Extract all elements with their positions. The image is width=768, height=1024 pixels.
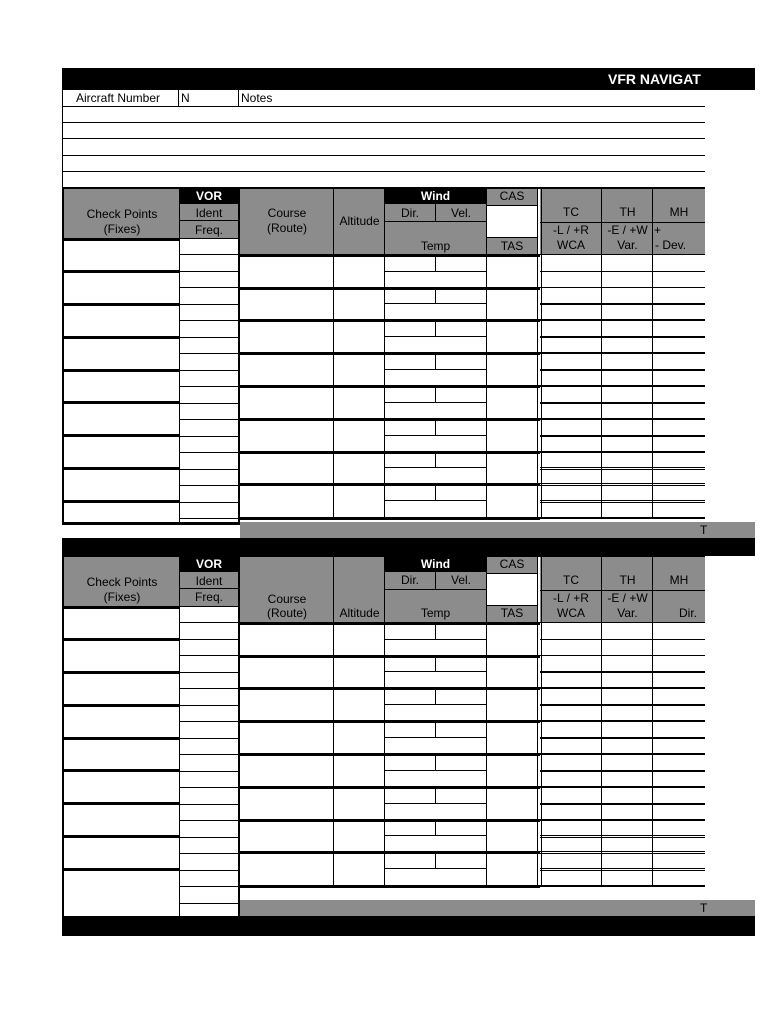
wind-subrow-line bbox=[385, 402, 486, 403]
leg-divider bbox=[240, 451, 540, 454]
heading-row-line bbox=[540, 721, 705, 722]
route-header: (Route) bbox=[266, 606, 307, 620]
nav-log-section-1 bbox=[62, 188, 755, 538]
heading-row-line bbox=[540, 304, 705, 305]
wind-subrow-line bbox=[385, 500, 486, 501]
heading-row-line bbox=[540, 370, 705, 371]
vor-divider bbox=[180, 886, 238, 887]
vor-divider bbox=[180, 287, 238, 288]
vor-divider bbox=[180, 320, 238, 321]
tas-header: TAS bbox=[500, 239, 524, 253]
wind-split bbox=[435, 287, 436, 303]
wind-split bbox=[435, 720, 436, 737]
wind-subrow-line bbox=[385, 639, 486, 640]
leg-divider bbox=[240, 385, 540, 388]
leg-divider bbox=[240, 885, 540, 888]
checkpoint-field[interactable] bbox=[66, 805, 178, 835]
column-divider bbox=[384, 188, 385, 517]
column-divider bbox=[62, 188, 64, 525]
heading-row-line bbox=[540, 870, 705, 871]
column-divider bbox=[541, 188, 542, 517]
cas-input[interactable] bbox=[487, 574, 537, 605]
column-divider bbox=[652, 556, 653, 885]
vor-divider bbox=[180, 271, 238, 272]
check-points-header: Check Points bbox=[86, 575, 158, 589]
wind-subrow-line bbox=[385, 336, 486, 337]
dev-header: - Dev. bbox=[655, 238, 687, 252]
vor-divider bbox=[180, 304, 238, 305]
checkpoint-field[interactable] bbox=[66, 372, 178, 401]
ident-header: Ident bbox=[195, 206, 223, 220]
notes-line[interactable] bbox=[62, 106, 705, 107]
notes-label: Notes bbox=[241, 91, 273, 105]
heading-row-line bbox=[540, 787, 705, 788]
var-header: Var. bbox=[617, 238, 638, 252]
wind-split bbox=[435, 851, 436, 868]
lr-header: -L / +R bbox=[553, 591, 589, 605]
checkpoint-field[interactable] bbox=[66, 740, 178, 769]
heading-row-line bbox=[540, 754, 705, 755]
wind-subrow-line bbox=[385, 803, 486, 804]
notes-line[interactable] bbox=[62, 171, 705, 172]
heading-row-line bbox=[540, 452, 705, 453]
heading-row-line bbox=[540, 337, 705, 338]
vor-divider bbox=[180, 754, 238, 755]
leg-divider bbox=[540, 483, 705, 484]
wind-dir-header: Dir. bbox=[401, 206, 419, 220]
vor-divider bbox=[180, 622, 238, 623]
totals-row bbox=[240, 900, 755, 916]
info-block bbox=[62, 90, 705, 188]
column-divider bbox=[652, 188, 653, 517]
body-bottom-line bbox=[62, 522, 240, 525]
heading-row-line bbox=[540, 820, 705, 821]
mh-header: MH bbox=[669, 573, 689, 587]
check-points-header: Check Points bbox=[86, 207, 158, 221]
wind-split bbox=[435, 786, 436, 803]
heading-row-line bbox=[540, 254, 705, 255]
checkpoint-field[interactable] bbox=[66, 772, 178, 802]
temp-header: Temp bbox=[420, 239, 451, 253]
wind-subrow-line bbox=[385, 435, 486, 436]
wind-subrow-line bbox=[385, 467, 486, 468]
aircraft-number-label: Aircraft Number bbox=[76, 91, 161, 105]
dev-header: Dir. bbox=[679, 606, 697, 620]
heading-row-line bbox=[540, 705, 705, 706]
checkpoint-field[interactable] bbox=[66, 470, 178, 500]
heading-row-line bbox=[540, 804, 705, 805]
checkpoint-field[interactable] bbox=[66, 674, 178, 704]
leg-divider bbox=[240, 753, 540, 756]
leg-divider bbox=[240, 287, 540, 290]
column-divider bbox=[238, 188, 240, 522]
column-divider bbox=[333, 556, 334, 885]
tas-header: TAS bbox=[500, 606, 524, 620]
th-header: TH bbox=[619, 205, 636, 219]
route-header: (Route) bbox=[266, 221, 307, 235]
wind-subrow-line bbox=[385, 369, 486, 370]
vor-divider bbox=[180, 738, 238, 739]
vor-divider bbox=[180, 672, 238, 673]
totals-row bbox=[240, 522, 755, 538]
wind-split bbox=[435, 753, 436, 770]
vor-divider bbox=[180, 853, 238, 854]
altitude-header: Altitude bbox=[339, 214, 380, 228]
wind-split bbox=[435, 819, 436, 835]
plus-header: + bbox=[654, 223, 662, 237]
heading-row-line bbox=[540, 853, 705, 854]
wind-split bbox=[435, 385, 436, 402]
wind-subrow-line bbox=[385, 770, 486, 771]
vor-divider bbox=[180, 639, 238, 640]
leg-divider bbox=[240, 319, 540, 322]
notes-line[interactable] bbox=[62, 122, 705, 123]
totals-mark: T bbox=[700, 523, 708, 537]
checkpoint-field[interactable] bbox=[66, 641, 178, 671]
heading-row-line bbox=[540, 485, 705, 486]
column-divider bbox=[601, 188, 602, 517]
mh-header: MH bbox=[669, 205, 689, 219]
column-divider bbox=[333, 188, 334, 517]
vor-header: VOR bbox=[180, 556, 238, 572]
wind-split bbox=[435, 687, 436, 704]
wind-subrow-line bbox=[385, 671, 486, 672]
checkpoint-field[interactable] bbox=[66, 838, 178, 868]
vor-divider bbox=[180, 485, 238, 486]
wind-split bbox=[435, 451, 436, 467]
vor-divider bbox=[180, 903, 238, 904]
vor-divider bbox=[180, 502, 238, 503]
vor-divider bbox=[180, 254, 238, 255]
heading-row-line bbox=[540, 837, 705, 838]
vor-divider bbox=[180, 837, 238, 838]
ew-header: -E / +W bbox=[607, 591, 648, 605]
heading-subrow-line bbox=[540, 868, 705, 869]
vor-divider bbox=[180, 688, 238, 689]
heading-row-line bbox=[540, 518, 705, 519]
leg-divider bbox=[240, 352, 540, 355]
heading-row-line bbox=[540, 419, 705, 420]
leg-divider bbox=[240, 655, 540, 658]
wind-vel-header: Vel. bbox=[450, 573, 471, 587]
fixes-header: (Fixes) bbox=[103, 590, 141, 604]
course-header: Course bbox=[267, 592, 307, 606]
heading-row-line bbox=[540, 386, 705, 387]
column-divider bbox=[601, 556, 602, 885]
notes-line[interactable] bbox=[62, 155, 705, 156]
wind-subrow-line bbox=[385, 271, 486, 272]
wind-subrow-line bbox=[385, 835, 486, 836]
column-divider bbox=[62, 556, 64, 919]
wind-split bbox=[435, 254, 436, 271]
lr-header: -L / +R bbox=[553, 223, 589, 237]
nav-log-section-2 bbox=[62, 556, 755, 916]
checkpoint-field[interactable] bbox=[66, 437, 178, 467]
section-divider bbox=[62, 538, 755, 556]
wind-subrow-line bbox=[385, 704, 486, 705]
freq-header: Freq. bbox=[194, 590, 223, 604]
vor-divider bbox=[180, 353, 238, 354]
wca-header: WCA bbox=[557, 606, 585, 620]
column-divider bbox=[537, 188, 538, 517]
heading-row-line bbox=[540, 436, 705, 437]
vor-divider bbox=[180, 820, 238, 821]
heading-subrow-line bbox=[540, 467, 705, 468]
cas-header: CAS bbox=[499, 189, 525, 203]
vor-divider bbox=[180, 655, 238, 656]
heading-subrow-line bbox=[540, 500, 705, 501]
checkpoint-field[interactable] bbox=[66, 871, 178, 916]
temp-header: Temp bbox=[420, 606, 451, 620]
checkpoint-field[interactable] bbox=[66, 707, 178, 737]
th-header: TH bbox=[619, 573, 636, 587]
checkpoint-field[interactable] bbox=[66, 306, 178, 336]
vor-divider bbox=[180, 452, 238, 453]
leg-divider bbox=[240, 720, 540, 723]
heading-row-line bbox=[540, 353, 705, 354]
vor-divider bbox=[180, 721, 238, 722]
bottom-bar bbox=[62, 916, 755, 936]
vor-header: VOR bbox=[180, 188, 238, 204]
fixes-header: (Fixes) bbox=[103, 222, 141, 236]
column-divider bbox=[384, 556, 385, 885]
ew-header: -E / +W bbox=[607, 223, 648, 237]
vor-divider bbox=[180, 419, 238, 420]
wind-split bbox=[435, 655, 436, 671]
column-divider bbox=[238, 556, 240, 916]
heading-row-line bbox=[540, 469, 705, 470]
cas-header: CAS bbox=[499, 557, 525, 571]
vor-divider bbox=[180, 870, 238, 871]
column-divider bbox=[541, 556, 542, 885]
vor-divider bbox=[180, 518, 238, 519]
wind-dir-header: Dir. bbox=[401, 573, 419, 587]
course-header: Course bbox=[267, 206, 307, 220]
totals-mark: T bbox=[700, 901, 708, 915]
leg-divider bbox=[240, 517, 540, 520]
wind-split bbox=[435, 418, 436, 435]
heading-row-line bbox=[540, 287, 705, 288]
leg-divider bbox=[240, 622, 540, 625]
vor-divider bbox=[180, 386, 238, 387]
leg-divider bbox=[240, 418, 540, 421]
heading-row-line bbox=[540, 655, 705, 656]
vor-divider bbox=[180, 787, 238, 788]
heading-row-line bbox=[540, 271, 705, 272]
checkpoint-field[interactable] bbox=[66, 609, 178, 638]
checkpoint-field[interactable] bbox=[66, 241, 178, 270]
cas-input[interactable] bbox=[487, 206, 537, 237]
checkpoint-field[interactable] bbox=[66, 503, 178, 522]
heading-row-line bbox=[540, 672, 705, 673]
vor-divider bbox=[180, 705, 238, 706]
leg-divider bbox=[240, 786, 540, 789]
var-header: Var. bbox=[617, 606, 638, 620]
leg-divider bbox=[240, 851, 540, 854]
tc-header: TC bbox=[563, 205, 579, 219]
checkpoint-field[interactable] bbox=[66, 273, 178, 303]
wind-split bbox=[435, 483, 436, 500]
altitude-header: Altitude bbox=[339, 606, 380, 620]
wca-header: WCA bbox=[557, 238, 585, 252]
wind-subrow-line bbox=[385, 868, 486, 869]
leg-divider bbox=[240, 819, 540, 822]
heading-subrow-line bbox=[540, 835, 705, 836]
heading-row-line bbox=[540, 622, 705, 623]
checkpoint-field[interactable] bbox=[66, 339, 178, 369]
wind-header: Wind bbox=[385, 188, 486, 204]
column-divider bbox=[486, 188, 487, 517]
vor-divider bbox=[180, 403, 238, 404]
wind-subrow-line bbox=[385, 303, 486, 304]
checkpoint-field[interactable] bbox=[66, 404, 178, 434]
vor-divider bbox=[180, 337, 238, 338]
heading-row-line bbox=[540, 771, 705, 772]
wind-split bbox=[435, 622, 436, 639]
heading-row-line bbox=[540, 886, 705, 887]
wind-header: Wind bbox=[385, 556, 486, 572]
wind-split bbox=[435, 352, 436, 369]
aircraft-n-field[interactable]: N bbox=[181, 91, 190, 105]
heading-row-line bbox=[540, 502, 705, 503]
tc-header: TC bbox=[563, 573, 579, 587]
leg-divider bbox=[240, 687, 540, 690]
wind-split bbox=[435, 319, 436, 336]
vor-divider bbox=[180, 370, 238, 371]
notes-line[interactable] bbox=[62, 138, 705, 139]
leg-divider bbox=[240, 483, 540, 486]
heading-row-line bbox=[540, 320, 705, 321]
column-divider bbox=[537, 556, 538, 885]
ident-header: Ident bbox=[195, 574, 223, 588]
column-divider bbox=[179, 556, 180, 916]
column-divider bbox=[179, 188, 180, 522]
wind-subrow-line bbox=[385, 737, 486, 738]
heading-row-line bbox=[540, 688, 705, 689]
vor-divider bbox=[180, 436, 238, 437]
heading-row-line bbox=[540, 738, 705, 739]
freq-header: Freq. bbox=[194, 223, 223, 237]
column-divider bbox=[486, 556, 487, 885]
wind-vel-header: Vel. bbox=[450, 206, 471, 220]
heading-row-line bbox=[540, 403, 705, 404]
page-title: VFR NAVIGAT bbox=[608, 71, 701, 87]
leg-divider bbox=[240, 254, 540, 257]
vor-divider bbox=[180, 771, 238, 772]
vor-divider bbox=[180, 469, 238, 470]
heading-row-line bbox=[540, 639, 705, 640]
vor-divider bbox=[180, 804, 238, 805]
leg-divider bbox=[540, 851, 705, 852]
